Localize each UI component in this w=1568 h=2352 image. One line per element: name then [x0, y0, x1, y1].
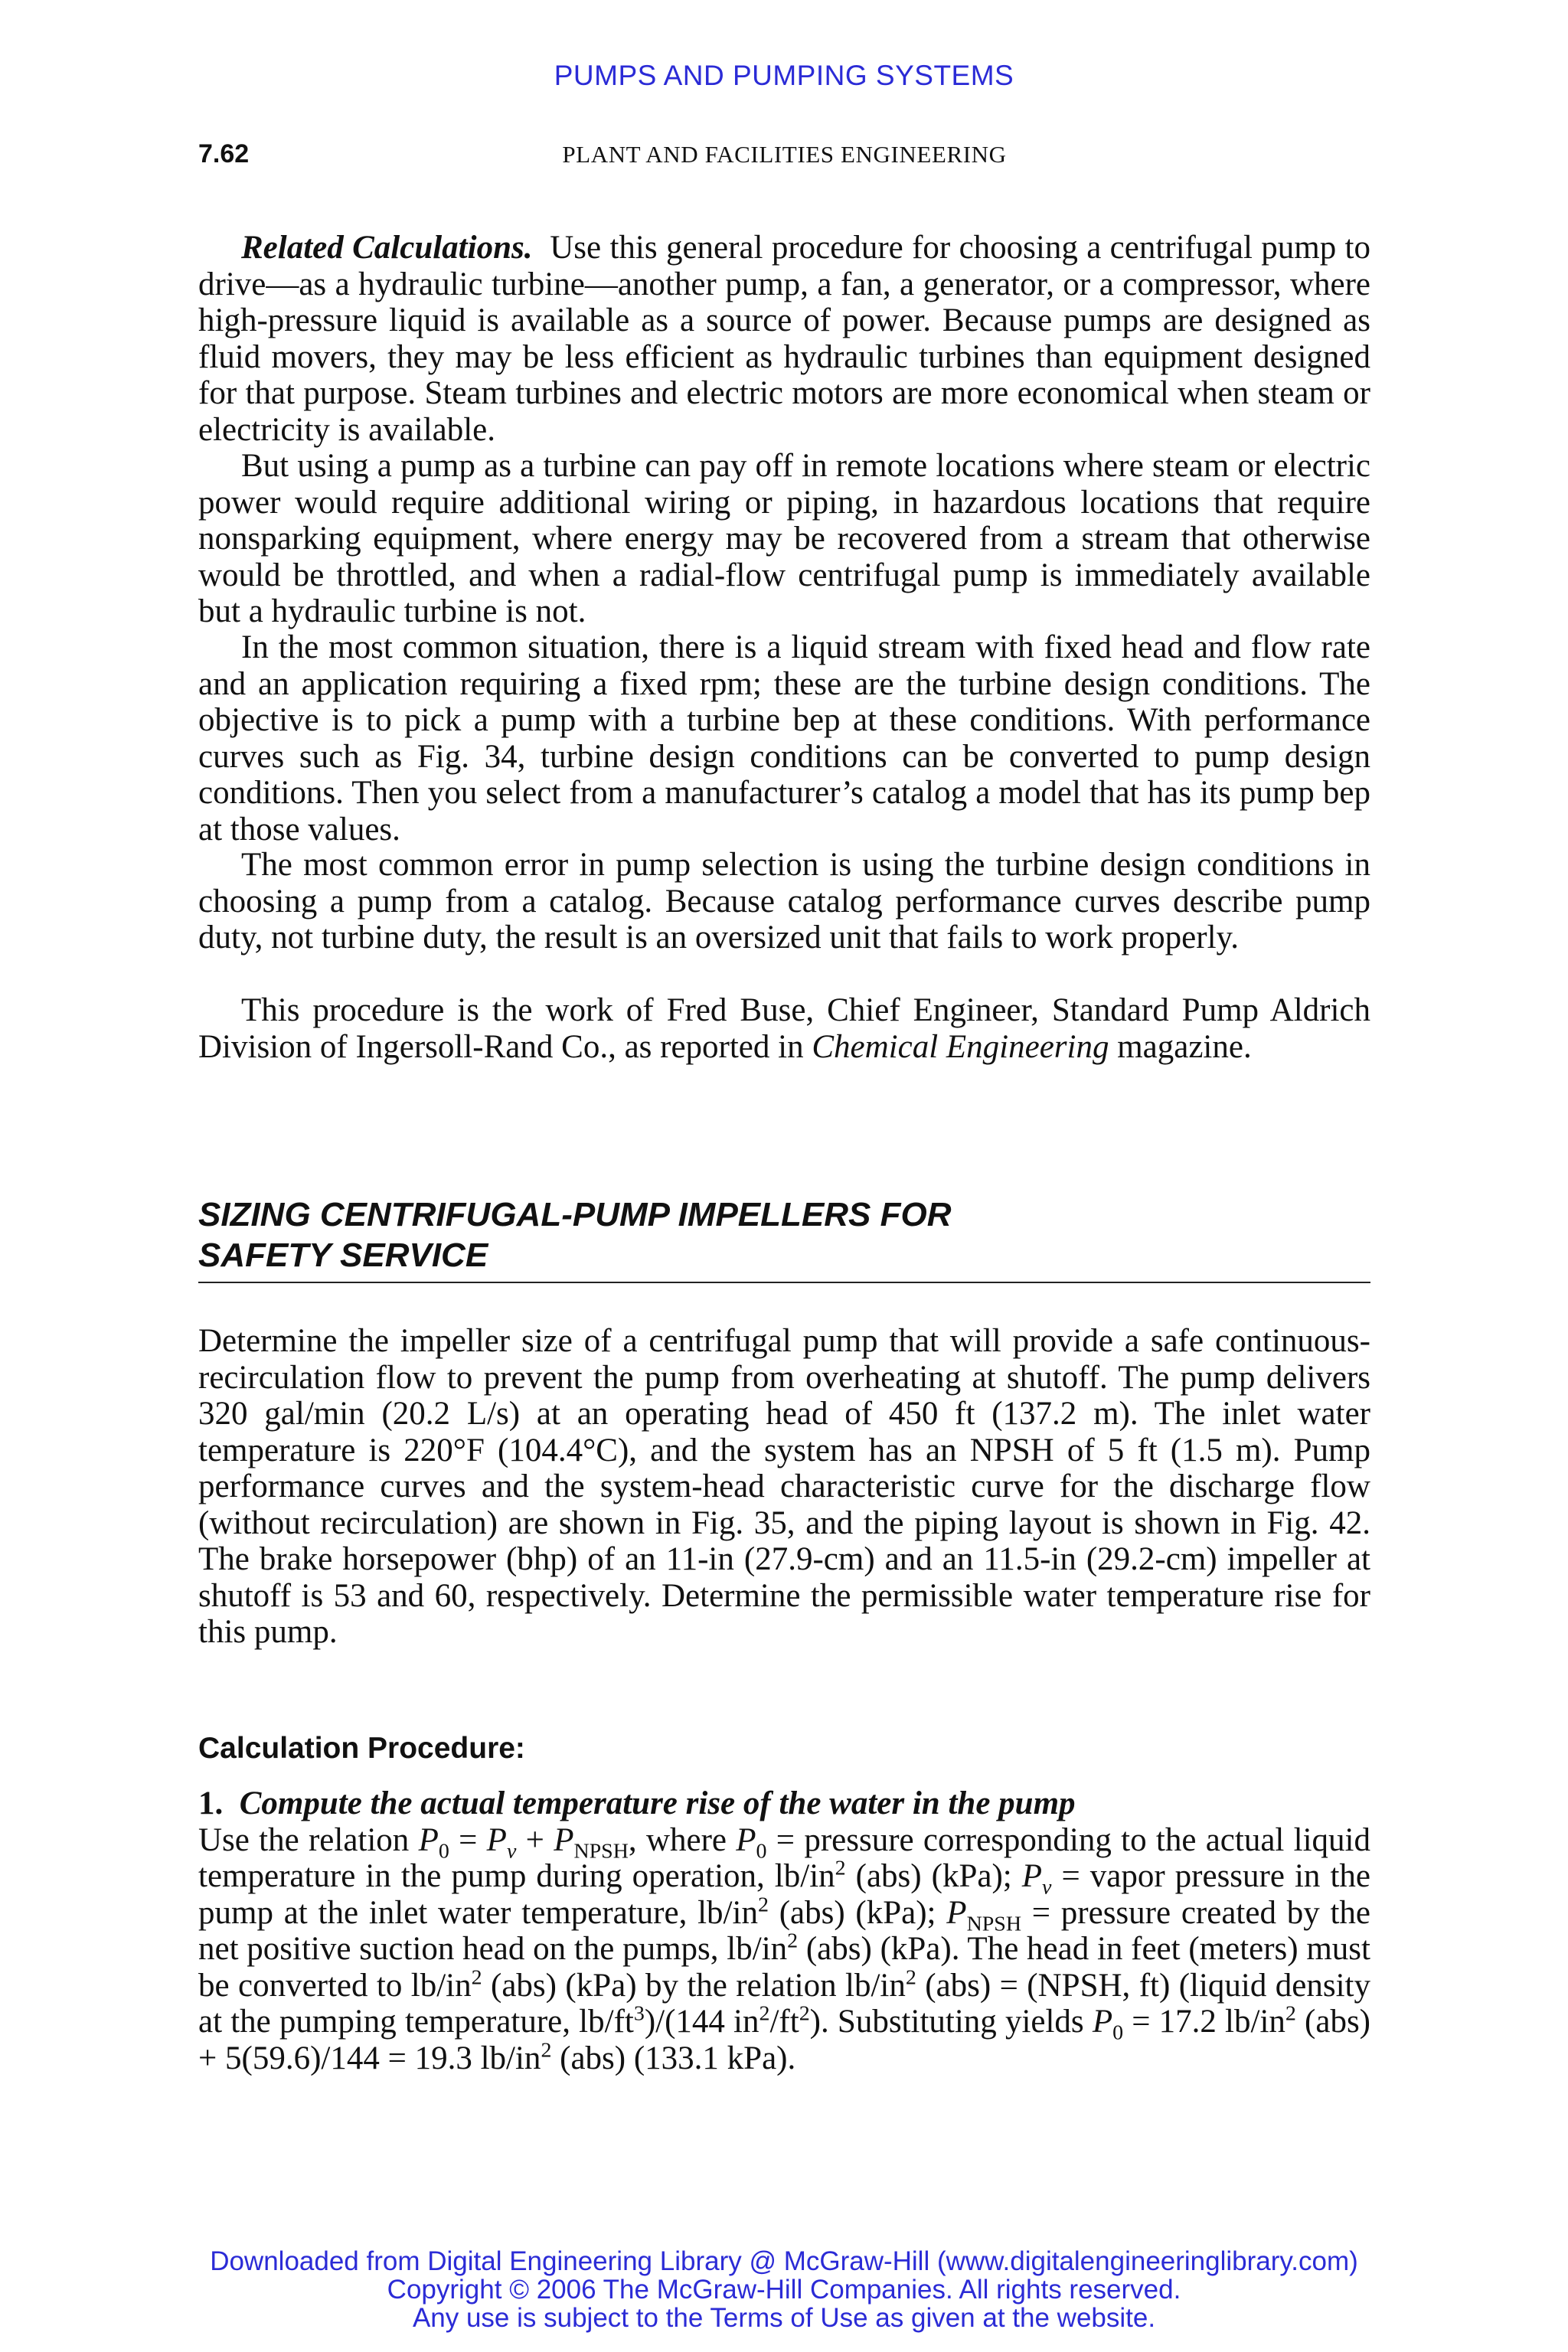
related-paragraph-2: But using a pump as a turbine can pay off in remote locations where steam or electric power would require additional wiring or piping, in hazardous locations that require nonsparking equipment, where energy may be recovered from a stream that otherwise would be throttled, and when a radial-flow centrifugal pump is immediately available but a hydraulic turbine is not. — [198, 448, 1370, 629]
section-title-line-2: SAFETY SERVICE — [198, 1236, 488, 1274]
page-header — [198, 139, 1370, 178]
footer-download-line[interactable]: Downloaded from Digital Engineering Library @ McGraw-Hill (www.digitalengineeringlibrary.com) — [210, 2246, 1358, 2276]
download-footer — [0, 2247, 1568, 2332]
related-paragraph-5 — [198, 992, 1370, 1065]
related-calculations-lead: Related Calculations. — [241, 230, 533, 266]
related-paragraph-5-end: magazine. — [1109, 1028, 1252, 1065]
related-paragraph-5-text: This procedure is the work of Fred Buse, Chief Engineer, Standard Pump Aldrich Division of Ingersoll-Rand Co., as reported in — [198, 992, 1370, 1065]
section-divider — [198, 1282, 1370, 1283]
section-title — [198, 1194, 1370, 1276]
footer-terms-line[interactable]: Any use is subject to the Terms of Use as given at the website. — [412, 2303, 1156, 2333]
page-number: 7.62 — [198, 139, 250, 168]
calculation-procedure-heading: Calculation Procedure: — [198, 1732, 525, 1765]
related-calculations-paragraph — [198, 230, 1370, 448]
related-paragraph-1-text: Use this general procedure for choosing a centrifugal pump to drive—as a hydraulic turbine—another pump, a fan, a generator, or a compressor, where high-pressure liquid is available as a source of power. Because pumps are designed as fluid movers, they may be less efficient as hydraulic turbines than equipment designed for that purpose. Steam turbines and electric motors are more economical when steam or electricity is available. — [198, 230, 1371, 448]
step-1-number: 1. — [198, 1785, 224, 1821]
step-1-title — [198, 1785, 1370, 1822]
footer-copyright-line: Copyright © 2006 The McGraw-Hill Companies. All rights reserved. — [387, 2275, 1181, 2305]
related-paragraph-4: The most common error in pump selection is using the turbine design conditions in choosing a pump from a catalog. Because catalog performance curves describe pump duty, not turbine duty, the result is an oversized unit that fails to work properly. — [198, 847, 1370, 956]
step-1-body: Use the relation $P_0 = P_v + P_{NPSH}$, where $P_0$ = pressure corresponding to the actual liquid temperature in the pump during operation, $lb/in^2$ (abs) (kPa); $P_v$ = vapor pressure in the pump at the inlet water temperature, $lb/in^2$ (abs) (kPa); $P_{NPSH}$ = pressure created by the net positive suction head on the pumps, $lb/in^2$ (abs) (kPa). The head in feet (meters) must be converted to $lb/in^2$ (abs) (kPa) by the relation $lb/in^2$ (abs) = (NPSH, ft) (liquid density at the pumping temperature, $lb/ft^3)/(144$ $in^2/ft^2$). Substituting yields $P_0 = 17.2$ $lb/in^2$ (abs) + 5(59.6)/144 = 19.3 $lb/in^2$ (abs) (133.1 kPa). — [198, 1821, 1371, 2076]
section-title-line-1: SIZING CENTRIFUGAL-PUMP IMPELLERS FOR — [198, 1196, 952, 1233]
related-paragraph-3: In the most common situation, there is a liquid stream with fixed head and flow rate and an application requiring a fixed rpm; these are the turbine design conditions. The objective is to pick a pump with a turbine bep at these conditions. With performance curves such as Fig. 34, turbine design conditions can be converted to pump design conditions. Then you select from a manufacturer’s catalog a model that has its pump bep at those values. — [198, 629, 1370, 848]
top-banner: PUMPS AND PUMPING SYSTEMS — [554, 60, 1014, 91]
step-1 — [198, 1785, 1370, 2076]
running-head: PLANT AND FACILITIES ENGINEERING — [562, 141, 1007, 168]
problem-statement: Determine the impeller size of a centrifugal pump that will provide a safe continuous-recirculation flow to prevent the pump from overheating at shutoff. The pump delivers 320 gal/min (20.2 L/s) at an operating head of 450 ft (137.2 m). The inlet water temperature is 220°F (104.4°C), and the system has an NPSH of 5 ft (1.5 m). Pump performance curves and the system-head characteristic curve for the discharge flow (without recirculation) are shown in Fig. 35, and the piping layout is shown in Fig. 42. The brake horsepower (bhp) of an 11-in (27.9-cm) and an 11.5-in (29.2-cm) impeller at shutoff is 53 and 60, respectively. Determine the permissible water temperature rise for this pump. — [198, 1323, 1370, 1650]
step-1-heading: Compute the actual temperature rise of the water in the pump — [239, 1785, 1076, 1821]
magazine-title: Chemical Engineering — [812, 1028, 1109, 1065]
